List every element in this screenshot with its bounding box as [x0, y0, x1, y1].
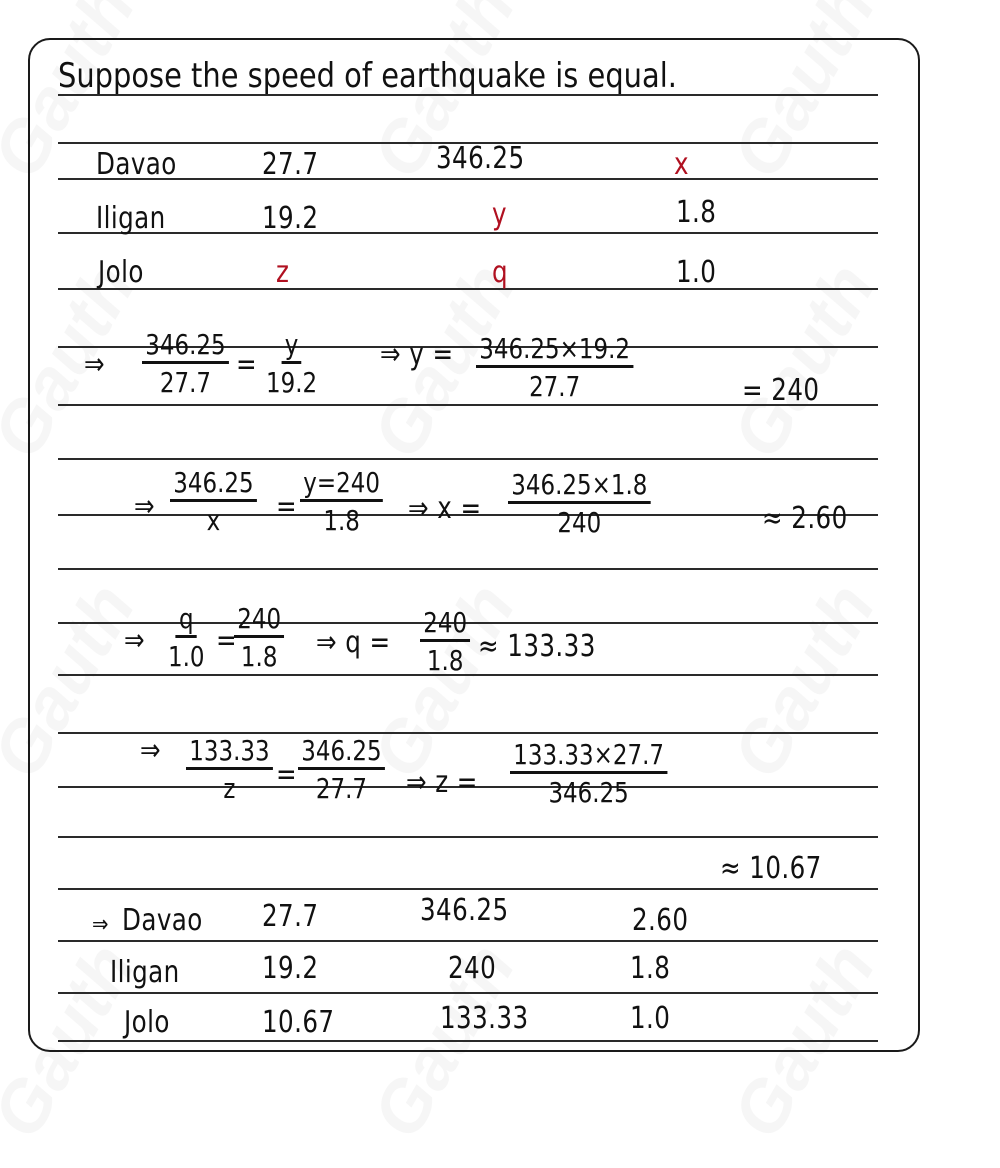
ruled-line	[58, 458, 878, 460]
place-label: Davao	[122, 903, 203, 938]
fraction	[510, 740, 667, 808]
fraction	[186, 736, 273, 804]
cell-value: 1.8	[676, 195, 717, 230]
numerator: 346.25	[170, 468, 257, 502]
denominator: 1.8	[240, 640, 278, 674]
cell-value: 10.67	[262, 1005, 335, 1040]
numerator: q	[176, 604, 197, 638]
cell-value: 1.0	[676, 255, 717, 290]
denominator: 1.0	[168, 640, 205, 674]
denominator: 1.8	[323, 504, 360, 538]
cell-value: 1.0	[630, 1001, 671, 1036]
fraction	[508, 470, 651, 538]
equals-sign: =	[216, 623, 238, 658]
ruled-line	[58, 178, 878, 180]
result-value: ≈ 10.67	[720, 851, 822, 886]
cell-value: 2.60	[632, 903, 689, 938]
cell-value: 27.7	[262, 899, 319, 934]
cell-value: 27.7	[262, 147, 319, 182]
numerator: 346.25	[142, 330, 229, 364]
fraction	[266, 330, 317, 398]
place-label: Davao	[96, 147, 177, 182]
denominator: 19.2	[266, 366, 318, 400]
implies-solve: ⇒ x =	[408, 491, 482, 526]
equals-sign: =	[236, 347, 258, 382]
numerator: y=240	[300, 468, 383, 502]
denominator: 27.7	[315, 772, 368, 806]
implies-solve: ⇒ z =	[406, 765, 478, 800]
unknown-value: z	[276, 255, 290, 290]
fraction	[170, 468, 257, 536]
denominator: 240	[557, 506, 602, 540]
numerator: 240	[420, 608, 470, 642]
numerator: 240	[234, 604, 284, 638]
page-title: Suppose the speed of earthquake is equal.	[58, 56, 677, 96]
numerator: 346.25×1.8	[508, 470, 651, 504]
cell-value: 346.25	[420, 893, 509, 928]
ruled-line	[58, 992, 878, 994]
ruled-line	[58, 888, 878, 890]
equals-sign: =	[276, 757, 298, 792]
implies-arrow: ⇒	[134, 489, 156, 524]
cell-value: 1.8	[630, 951, 671, 986]
denominator: x	[206, 504, 221, 538]
implies-arrow: ⇒	[124, 623, 146, 658]
fraction	[234, 604, 284, 672]
cell-value: 240	[448, 951, 497, 986]
place-label: Jolo	[98, 255, 144, 290]
implies-arrow: ⇒	[140, 733, 162, 768]
fraction	[298, 736, 385, 804]
result-value: ≈ 2.60	[762, 501, 848, 536]
ruled-line	[58, 288, 878, 290]
denominator: z	[223, 772, 236, 806]
fraction	[300, 468, 383, 536]
fraction	[168, 604, 205, 672]
numerator: 346.25	[298, 736, 385, 770]
ruled-line	[58, 940, 878, 942]
result-value: ≈ 133.33	[478, 629, 596, 664]
implies-solve: ⇒ q =	[316, 625, 391, 660]
denominator: 1.8	[426, 644, 464, 678]
cell-value: 19.2	[262, 201, 319, 236]
fraction	[420, 608, 470, 676]
implies-arrow: ⇒	[92, 910, 109, 938]
ruled-line	[58, 232, 878, 234]
result-value: = 240	[742, 373, 820, 408]
implies-solve: ⇒ y =	[380, 337, 454, 372]
ruled-line	[58, 568, 878, 570]
numerator: 133.33	[186, 736, 273, 770]
place-label: Iligan	[96, 201, 166, 236]
unknown-value: y	[492, 197, 507, 232]
place-label: Iligan	[110, 955, 180, 990]
fraction	[142, 330, 229, 398]
implies-arrow: ⇒	[84, 347, 106, 382]
equals-sign: =	[276, 489, 298, 524]
unknown-value: q	[492, 255, 509, 290]
ruled-line	[58, 1040, 878, 1042]
cell-value: 19.2	[262, 951, 319, 986]
unknown-value: x	[674, 147, 689, 182]
denominator: 27.7	[159, 366, 212, 400]
denominator: 346.25	[548, 776, 629, 810]
numerator: 133.33×27.7	[510, 740, 667, 774]
denominator: 27.7	[529, 370, 581, 404]
numerator: y	[281, 330, 301, 364]
place-label: Jolo	[124, 1005, 170, 1040]
cell-value: 133.33	[440, 1001, 529, 1036]
ruled-line	[58, 836, 878, 838]
ruled-line	[58, 732, 878, 734]
fraction	[476, 334, 633, 402]
numerator: 346.25×19.2	[476, 334, 633, 368]
cell-value: 346.25	[436, 141, 525, 176]
